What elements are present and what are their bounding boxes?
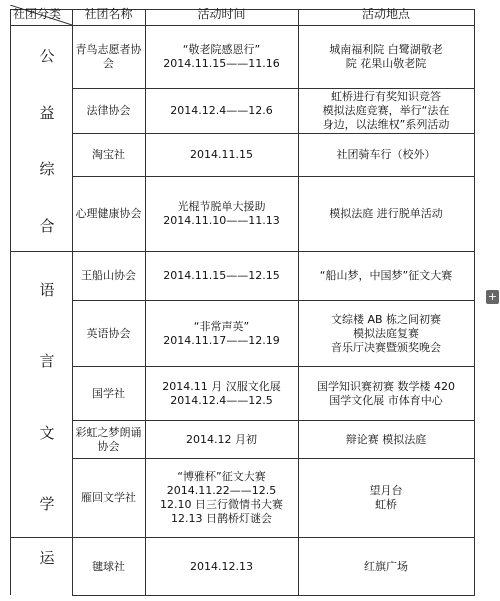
activity-time-cell	[148, 253, 295, 299]
activity-time-cell	[148, 27, 295, 87]
club-name-cell	[75, 422, 142, 457]
cell-line: 望月台	[369, 484, 403, 497]
cell-line: 红旗广场	[364, 559, 408, 573]
activity-time-cell	[148, 539, 295, 594]
cell-line: 彩虹之梦朗诵	[75, 425, 142, 439]
cell-line: 社团骑车行（校外）	[336, 148, 436, 161]
cell-line: 淘宝社	[92, 148, 125, 161]
cell-line: 城南福利院 白鹭湖敬老	[329, 43, 443, 56]
category-label-char: 综	[39, 160, 55, 179]
cell-line: 协会	[97, 439, 120, 453]
activity-place-cell	[301, 460, 471, 536]
cell-line: 毽球社	[92, 559, 125, 573]
activity-place-cell	[301, 90, 471, 132]
category-label-char: 运	[39, 549, 55, 567]
cell-line: “船山梦，中国梦”征文大赛	[319, 269, 453, 282]
cell-line: 2014.11.15	[190, 148, 253, 161]
cell-line: “博雅杯”征文大赛	[177, 470, 266, 483]
cell-line: 虹桥	[375, 498, 397, 511]
cell-line: 光棍节脱单大援助	[177, 200, 266, 213]
cell-line: 国学社	[92, 386, 125, 400]
cell-line: 院 花果山敬老院	[345, 57, 427, 70]
club-name-cell	[75, 90, 142, 132]
row-divider	[72, 595, 475, 596]
row-divider	[72, 458, 475, 459]
cell-line: 会	[103, 57, 114, 70]
cell-line: 辩论赛 模拟法庭	[345, 432, 427, 446]
category-label-char: 学	[39, 495, 55, 514]
category-label-char: 益	[39, 103, 55, 122]
cell-line: 2014.11.15——12.15	[163, 269, 280, 282]
club-name-cell	[75, 135, 142, 175]
cell-line: 音乐厅决赛暨颁奖晚会	[331, 340, 441, 354]
category-label-char: 言	[39, 352, 55, 371]
cell-line: 2014.12.4——12.6	[170, 104, 273, 117]
club-name-cell	[75, 253, 142, 299]
activity-place-cell	[301, 253, 471, 299]
header-time: 活动时间	[197, 7, 246, 21]
section-divider	[10, 251, 475, 252]
row-divider	[72, 366, 475, 367]
cell-line: 12.13 日鹊桥灯谜会	[171, 512, 272, 525]
header-place: 活动地点	[361, 7, 410, 21]
activity-place-cell	[301, 368, 471, 419]
header-name: 社团名称	[84, 7, 133, 21]
activity-time-cell	[148, 302, 295, 365]
cell-line: 12.10 日三行微情书大赛	[160, 498, 283, 511]
club-name-cell	[75, 539, 142, 594]
activity-place-cell	[301, 302, 471, 365]
activity-time-cell	[148, 178, 295, 250]
cell-line: 2014.11.15——11.16	[163, 57, 280, 70]
cell-line: 2014.12.4——12.5	[170, 393, 273, 407]
category-label-char: 公	[39, 47, 55, 66]
column-divider	[298, 9, 299, 595]
activity-time-cell	[148, 90, 295, 132]
row-divider	[72, 420, 475, 421]
section-divider	[10, 537, 475, 538]
club-name-cell	[75, 27, 142, 87]
activity-place-cell	[301, 135, 471, 175]
cell-line: 法律协会	[86, 104, 131, 117]
cell-line: 国学知识赛初赛 数学楼 420	[317, 379, 455, 393]
activity-time-cell	[148, 368, 295, 419]
activity-time-cell	[148, 422, 295, 457]
cell-line: 英语协会	[86, 326, 131, 340]
cell-line: 雁回文学社	[81, 491, 136, 504]
club-name-cell	[75, 302, 142, 365]
club-name-cell	[75, 368, 142, 419]
category-label-char: 语	[39, 280, 55, 299]
cell-line: 模拟法庭复赛	[353, 326, 419, 340]
category-label-char: 合	[39, 216, 55, 235]
cell-line: 心理健康协会	[75, 207, 142, 220]
activity-place-cell	[301, 178, 471, 250]
table-border-left	[10, 9, 11, 595]
cell-line: 青鸟志愿者协	[75, 43, 142, 56]
cell-line: 2014.12.13	[190, 559, 253, 573]
row-divider	[72, 176, 475, 177]
cell-line: 2014.12 月初	[186, 432, 257, 446]
column-divider	[72, 9, 73, 595]
category-label-char: 文	[39, 423, 55, 442]
expand-handle-icon[interactable]: +	[487, 290, 498, 303]
row-divider	[72, 300, 475, 301]
cell-line: 2014.11.22——12.5	[166, 484, 277, 497]
column-divider	[145, 9, 146, 595]
club-name-cell	[75, 460, 142, 536]
activity-place-cell	[301, 422, 471, 457]
table-border-right	[474, 9, 475, 595]
cell-line: 模拟法庭竞赛，举行“法在	[322, 104, 450, 117]
activity-time-cell	[148, 135, 295, 175]
activity-place-cell	[301, 539, 471, 594]
cell-line: “敬老院感恩行”	[182, 43, 261, 56]
cell-line: 王船山协会	[81, 269, 136, 282]
cell-line: 2014.11.17——12.19	[163, 333, 280, 347]
cell-line: 身边，以法维权”系列活动	[322, 118, 450, 131]
club-name-cell	[75, 178, 142, 250]
cell-line: 虹桥进行有奖知识竞答	[331, 90, 441, 103]
row-divider	[72, 88, 475, 89]
activity-time-cell	[148, 460, 295, 536]
header-divider	[10, 25, 475, 26]
activity-place-cell	[301, 27, 471, 87]
cell-line: 2014.11.10——11.13	[163, 214, 280, 227]
cell-line: “非常声英”	[193, 319, 250, 333]
cell-line: 模拟法庭 进行脱单活动	[329, 207, 443, 220]
cell-line: 国学文化展 市体育中心	[329, 393, 443, 407]
row-divider	[72, 133, 475, 134]
header-category: 社团分类	[12, 7, 61, 21]
cell-line: 文综楼 AB 栋之间初赛	[330, 312, 442, 326]
cell-line: 2014.11 月 汉服文化展	[162, 379, 281, 393]
